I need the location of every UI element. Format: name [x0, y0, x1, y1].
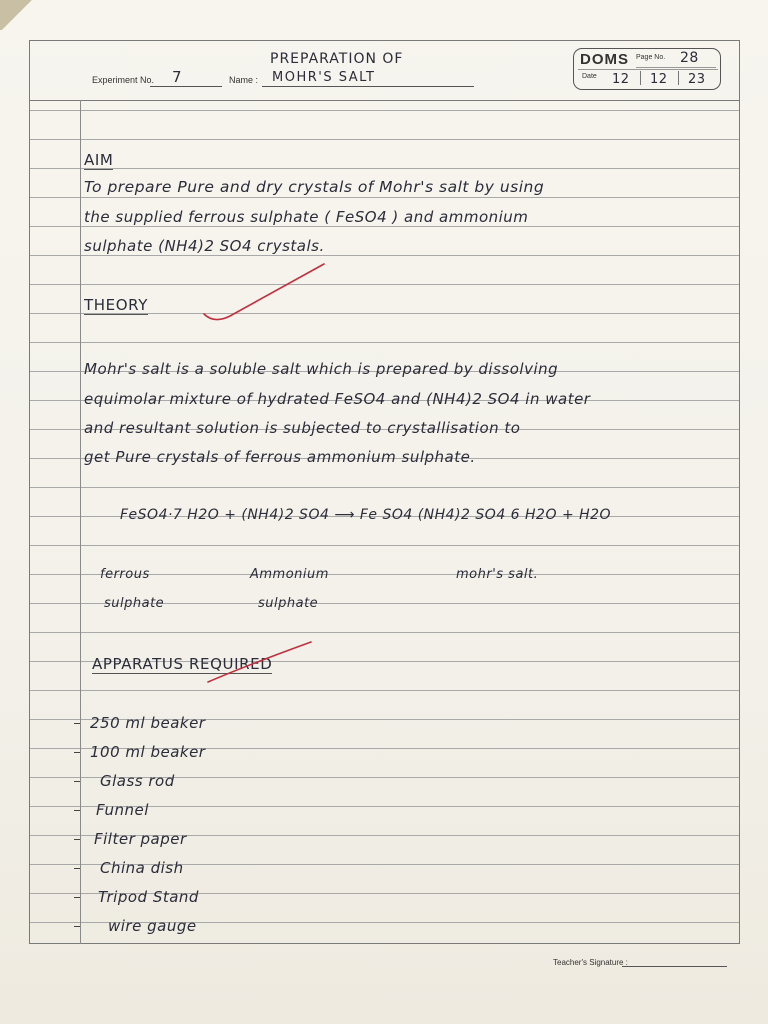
- reaction-equation: FeSO4·7 H2O + (NH4)2 SO4 ⟶ Fe SO4 (NH4)2 SO4 6 H2O + H2O: [120, 507, 612, 523]
- brand-logo: DOMS: [580, 51, 629, 68]
- experiment-field-line: [150, 86, 222, 87]
- name-field-line: [262, 86, 474, 87]
- check-mark-icon: [205, 638, 315, 688]
- page-number: 28: [680, 50, 699, 66]
- aim-line: To prepare Pure and dry crystals of Mohr's salt by using: [84, 178, 545, 196]
- theory-line: Mohr's salt is a soluble salt which is prepared by dissolving: [84, 360, 559, 378]
- date-month: 12: [650, 72, 668, 87]
- date-year: 23: [688, 72, 706, 87]
- theory-line: get Pure crystals of ferrous ammonium sulphate.: [84, 448, 476, 466]
- check-mark-icon: [200, 258, 330, 328]
- teacher-signature-label: Teacher's Signature :: [553, 958, 628, 967]
- margin-line: [80, 100, 81, 944]
- name-label: Name :: [229, 75, 259, 85]
- reactant-label-1: ferrous: [100, 567, 150, 582]
- apparatus-item: 100 ml beaker: [90, 743, 206, 761]
- reactant-label-2: Ammonium: [250, 567, 329, 582]
- theory-heading: THEORY: [84, 296, 148, 314]
- reactant-label-2b: sulphate: [258, 596, 319, 611]
- apparatus-heading: APPARATUS REQUIRED: [92, 655, 273, 673]
- page-corner: [0, 0, 40, 30]
- experiment-number: 7: [172, 68, 183, 86]
- page-date-box: [573, 48, 721, 90]
- product-label: mohr's salt.: [456, 567, 539, 582]
- title-line-2: MOHR'S SALT: [272, 70, 376, 85]
- bullet-mark: [74, 839, 80, 840]
- page-field-line: [636, 67, 716, 68]
- reactant-label-1b: sulphate: [104, 596, 165, 611]
- title-line-1: PREPARATION OF: [270, 51, 404, 67]
- date-separator: [640, 71, 641, 85]
- date-label: Date: [582, 73, 597, 80]
- aim-line: sulphate (NH4)2 SO4 crystals.: [84, 237, 325, 255]
- teacher-signature-line: [622, 966, 727, 967]
- bullet-mark: [74, 781, 80, 782]
- date-day: 12: [612, 72, 630, 87]
- aim-heading: AIM: [84, 151, 114, 169]
- apparatus-item: Filter paper: [94, 830, 187, 848]
- apparatus-item: 250 ml beaker: [90, 714, 206, 732]
- bullet-mark: [74, 723, 80, 724]
- aim-line: the supplied ferrous sulphate ( FeSO4 ) and ammonium: [84, 208, 529, 226]
- bullet-mark: [74, 926, 80, 927]
- bullet-mark: [74, 810, 80, 811]
- bullet-mark: [74, 897, 80, 898]
- box-divider: [578, 69, 718, 70]
- theory-line: and resultant solution is subjected to crystallisation to: [84, 419, 521, 437]
- theory-line: equimolar mixture of hydrated FeSO4 and (NH4)2 SO4 in water: [84, 390, 591, 408]
- apparatus-item: China dish: [100, 859, 184, 877]
- bullet-mark: [74, 752, 80, 753]
- apparatus-item: Glass rod: [100, 772, 175, 790]
- experiment-label: Experiment No.: [92, 75, 155, 85]
- apparatus-item: Funnel: [96, 801, 149, 819]
- bullet-mark: [74, 868, 80, 869]
- page-label: Page No.: [636, 54, 666, 61]
- date-separator: [678, 71, 679, 85]
- apparatus-item: Tripod Stand: [98, 888, 199, 906]
- apparatus-item: wire gauge: [108, 917, 197, 935]
